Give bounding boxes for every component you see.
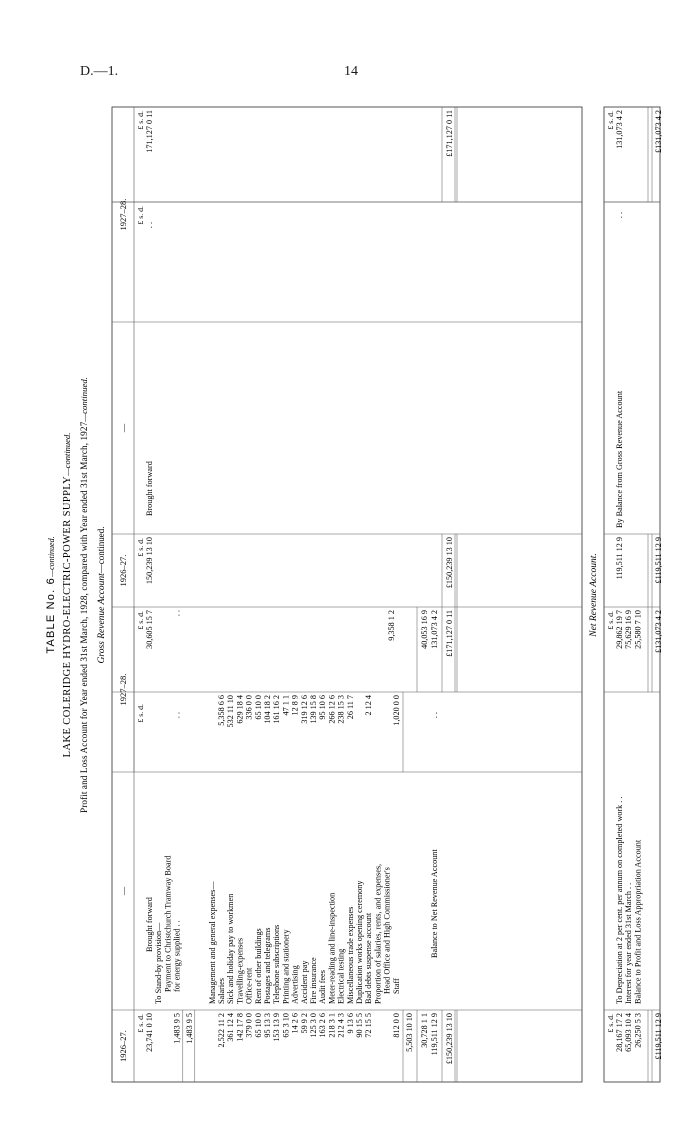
expense-item: Head Office and High Commissioner's bbox=[382, 867, 392, 994]
expense-item: Fire insurance bbox=[309, 957, 318, 1004]
net-debit-item: Balance to Profit and Loss Appropriation Account bbox=[633, 839, 643, 1004]
supply-title: LAKE COLERIDGE HYDRO-ELECTRIC-POWER SUPPLY—continued. bbox=[62, 432, 73, 758]
credit-grand-1927-28: £171,127 0 11 bbox=[445, 110, 454, 157]
expense-item: Travelling-expenses bbox=[235, 937, 245, 1004]
amount-1927-28-sub: 266 12 6 bbox=[327, 695, 337, 724]
running-total-1926-27: 30,728 1 1 bbox=[420, 1013, 429, 1048]
col-1926-27-header: 1926–27. bbox=[118, 554, 128, 587]
amount-1927-28-total: 30,605 15 7 bbox=[145, 610, 154, 649]
lsd-header: £ s. d. bbox=[606, 1014, 615, 1033]
amount-1926-27: 212 4 3 bbox=[336, 1013, 346, 1038]
net-debit-1926-27: 26,250 5 3 bbox=[633, 1013, 643, 1048]
amount-1927-28-sub: 26 11 7 bbox=[345, 695, 355, 720]
credit-1926-27: 150,239 13 10 bbox=[145, 537, 154, 585]
amount-1926-27: 125 3 0 bbox=[309, 1013, 318, 1038]
net-debit-item: To Depreciation at 2 per cent. per annum on completed work . . bbox=[615, 796, 624, 1004]
amount-1926-27: 379 0 0 bbox=[244, 1013, 254, 1038]
lsd-header: £ s. d. bbox=[136, 111, 145, 130]
amount-1926-27: 142 17 8 bbox=[235, 1013, 245, 1042]
lsd-header: £ s. d. bbox=[606, 111, 615, 130]
amount-1926-27: 1,483 9 5 bbox=[172, 1013, 182, 1044]
lsd-header: £ s. d. bbox=[606, 611, 615, 630]
document-reference: D.—1. bbox=[80, 64, 119, 79]
col-1927-28-header: 1927–28. bbox=[118, 673, 128, 706]
expense-item: Sick and holiday pay to workmen bbox=[226, 893, 236, 1004]
net-credit-grand-1926-27: £119,511 12 9 bbox=[654, 537, 663, 584]
amount-1927-28-sub: 629 18 4 bbox=[235, 695, 245, 724]
lsd-header: £ s. d. bbox=[136, 206, 145, 225]
net-credit-grand-1927-28: £131,073 4 2 bbox=[654, 110, 663, 153]
running-total-1927-28: 40,053 16 9 bbox=[420, 610, 429, 649]
amount-1927-28-sub: 47 1 1 bbox=[281, 695, 291, 716]
col-desc-header: — bbox=[118, 423, 128, 433]
expense-item: Proportion of salaries, rents, and expenses, bbox=[373, 863, 383, 1004]
amount-1926-27: 72 15 5 bbox=[364, 1013, 374, 1038]
lsd-header: £ s. d. bbox=[136, 538, 145, 557]
account-item: Brought forward bbox=[145, 897, 154, 952]
expense-item: Miscellaneous trade expenses bbox=[345, 906, 355, 1004]
expense-item: Rent of other buildings bbox=[253, 928, 263, 1004]
amount-1926-27: 65 10 0 bbox=[253, 1013, 263, 1038]
expense-item: Advertising bbox=[290, 965, 300, 1004]
leader-dots: . . bbox=[145, 222, 154, 229]
account-item: To Stand-by provision— bbox=[154, 922, 164, 1004]
col-desc-header: — bbox=[118, 886, 128, 896]
credit-1927-28: 171,127 0 11 bbox=[145, 110, 154, 153]
expense-item: Salaries bbox=[217, 978, 226, 1004]
lsd-header: £ s. d. bbox=[136, 611, 145, 630]
amount-1927-28-sub: 532 11 10 bbox=[226, 695, 236, 728]
page-number: 14 bbox=[344, 64, 358, 79]
amount-1926-27: 95 13 3 bbox=[263, 1013, 272, 1038]
lsd-header: £ s. d. bbox=[136, 1014, 145, 1033]
amount-1926-27: 65 3 10 bbox=[281, 1013, 291, 1038]
account-item: Payment to Christchurch Tramway Board bbox=[163, 855, 173, 992]
amount-1926-27: 9 13 6 bbox=[345, 1013, 355, 1034]
amount-1926-27: 14 2 6 bbox=[290, 1013, 300, 1034]
net-debit-item: Interest for year ended 31st March . . bbox=[624, 882, 634, 1004]
amount-1926-27: 2,522 11 2 bbox=[217, 1013, 226, 1048]
grand-total-1926-27: £150,239 13 10 bbox=[445, 1013, 454, 1065]
balance-1927-28: 131,073 4 2 bbox=[430, 610, 439, 649]
leader-dots: . . bbox=[430, 712, 439, 719]
expense-item: Meter-reading and line-inspection bbox=[327, 892, 337, 1004]
expense-item: Electrical testing bbox=[336, 948, 346, 1004]
expense-item: Telephone subscriptions bbox=[272, 924, 282, 1004]
expense-item: Printing and stationery bbox=[281, 929, 291, 1004]
credit-grand-1926-27: £150,239 13 10 bbox=[445, 537, 454, 589]
net-debit-1926-27: 65,093 10 4 bbox=[624, 1013, 634, 1052]
net-account-title: Net Revenue Account. bbox=[589, 553, 599, 637]
amount-1927-28-sub: 65 10 0 bbox=[253, 695, 263, 720]
amount-1926-27: 218 3 1 bbox=[327, 1013, 337, 1038]
amount-1926-27: 163 2 6 bbox=[318, 1013, 328, 1038]
expense-item: Management and general expenses— bbox=[207, 881, 217, 1004]
leader-dots: . . bbox=[615, 212, 624, 219]
amount-1926-27: 812 0 0 bbox=[391, 1013, 401, 1038]
amount-1927-28-sub: 1,020 0 0 bbox=[391, 695, 401, 726]
amount-1926-27-subtotal: 1,483 9 5 bbox=[184, 1013, 194, 1044]
net-debit-grand-1926-27: £119,511 12 9 bbox=[654, 1013, 663, 1060]
amount-1927-28-total: . . bbox=[172, 610, 182, 617]
expense-item: Office-rent bbox=[244, 967, 254, 1004]
mgmt-total-1926-27: 5,503 10 10 bbox=[405, 1013, 414, 1052]
gross-account-title: Gross Revenue Account—continued. bbox=[96, 526, 107, 664]
net-credit-1927-28: 131,073 4 2 bbox=[615, 110, 624, 149]
net-credit-1926-27: 119,511 12 9 bbox=[615, 537, 624, 580]
period-title: Profit and Loss Account for Year ended 31st March, 1928, compared with Year ended 31st March, 1927—continued. bbox=[79, 377, 89, 813]
net-credit-item: By Balance from Gross Revenue Account bbox=[615, 390, 624, 528]
net-debit-1927-28: 75,629 16 9 bbox=[624, 610, 634, 649]
amount-1927-28-sub: 2 12 4 bbox=[364, 695, 374, 716]
balance-1926-27: 119,511 12 9 bbox=[430, 1013, 439, 1056]
net-debit-grand-1927-28: £131,073 4 2 bbox=[654, 610, 663, 653]
account-item: for energy supplied . . bbox=[172, 920, 182, 992]
net-debit-1926-27: 28,167 17 2 bbox=[615, 1013, 624, 1052]
net-debit-1927-28: 25,580 7 10 bbox=[633, 610, 643, 649]
amount-1927-28-sub: 238 15 3 bbox=[336, 695, 346, 724]
amount-1927-28-sub: 161 16 2 bbox=[272, 695, 282, 724]
balance-label: Balance to Net Revenue Account bbox=[430, 849, 439, 958]
amount-1927-28-sub: 12 8 9 bbox=[290, 695, 300, 716]
col-1926-27-header: 1926–27. bbox=[118, 1030, 128, 1062]
amount-1927-28-sub: 319 12 6 bbox=[299, 695, 309, 724]
expense-item: Postages and telegrams bbox=[263, 927, 272, 1004]
amount-1927-28-sub: . . bbox=[172, 712, 182, 719]
amount-1927-28-sub: 95 10 6 bbox=[318, 695, 328, 720]
expense-item: Bad debts suspense account bbox=[364, 912, 374, 1004]
amount-1926-27: 90 15 5 bbox=[355, 1013, 364, 1038]
expense-item: Accident pay bbox=[299, 960, 309, 1004]
amount-1926-27: 23,741 0 10 bbox=[145, 1013, 154, 1052]
grand-total-1927-28: £171,127 0 11 bbox=[445, 610, 454, 657]
amount-1927-28-sub: 336 0 0 bbox=[244, 695, 254, 720]
amount-1927-28-sub: 104 18 2 bbox=[263, 695, 272, 724]
amount-1926-27: 361 12 4 bbox=[226, 1013, 236, 1042]
net-debit-1927-28: 29,862 19 7 bbox=[615, 610, 624, 649]
mgmt-total-1927-28: 9,358 1 2 bbox=[387, 610, 396, 641]
expense-item: Staff bbox=[391, 978, 401, 994]
lsd-header: £ s. d. bbox=[136, 704, 145, 723]
amount-1926-27: 153 13 9 bbox=[272, 1013, 282, 1042]
amount-1927-28-sub: 5,358 6 6 bbox=[217, 695, 226, 726]
expense-item: Audit fees bbox=[318, 970, 328, 1004]
credit-item: Brought forward bbox=[145, 461, 154, 516]
amount-1926-27: 59 9 2 bbox=[299, 1013, 309, 1034]
col-1927-28-header: 1927–28. bbox=[118, 198, 128, 231]
expense-item: Duplication works opening ceremony bbox=[355, 880, 364, 1004]
table-number-title: TABLE No. 6—continued. bbox=[45, 536, 57, 654]
amount-1927-28-sub: 139 15 8 bbox=[309, 695, 318, 724]
